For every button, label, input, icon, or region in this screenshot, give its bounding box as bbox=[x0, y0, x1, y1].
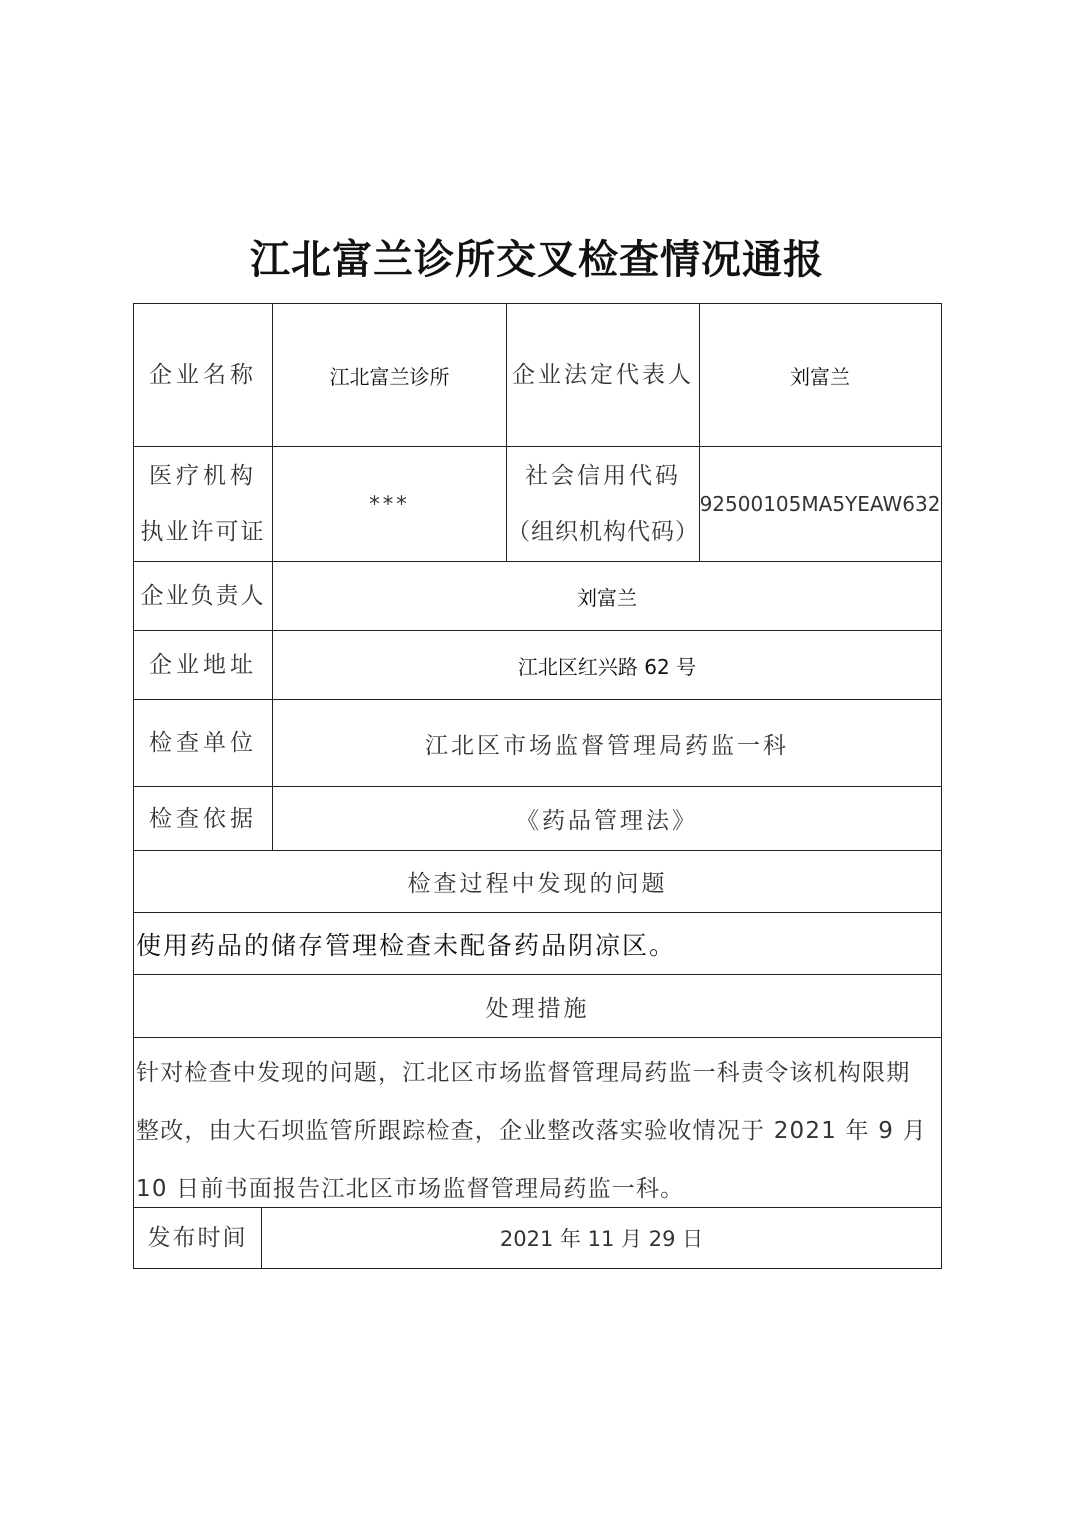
address-label-cell bbox=[134, 631, 272, 699]
credit-code-value: 92500105MA5YEAW632 bbox=[699, 492, 941, 516]
license-value-cell bbox=[272, 447, 506, 561]
row-address bbox=[133, 630, 942, 699]
basis-cell bbox=[272, 787, 941, 850]
license-label-line2: 执业许可证 bbox=[140, 519, 266, 545]
address-label: 企业地址 bbox=[149, 652, 257, 678]
row-person-in-charge bbox=[133, 561, 942, 630]
basis-label-cell bbox=[134, 787, 272, 850]
publish-label: 发布时间 bbox=[147, 1225, 248, 1251]
enterprise-name-label: 企业名称 bbox=[149, 362, 257, 388]
problems-header-cell bbox=[134, 851, 941, 912]
row-problems bbox=[133, 912, 942, 974]
credit-code-label-cell bbox=[506, 447, 699, 561]
legal-rep-value: 刘富兰 bbox=[790, 364, 850, 389]
inspector-cell bbox=[272, 700, 941, 786]
credit-code-label-line1: 社会信用代码 bbox=[525, 463, 681, 489]
problems-cell bbox=[134, 913, 941, 974]
legal-rep-label: 企业法定代表人 bbox=[512, 362, 694, 388]
person-in-charge-label: 企业负责人 bbox=[140, 583, 266, 609]
credit-code-cell bbox=[699, 447, 940, 561]
measures-text bbox=[136, 1044, 939, 1218]
publish-date-cell bbox=[261, 1208, 941, 1268]
basis-value: 《药品管理法》 bbox=[516, 808, 698, 834]
row-problems-header bbox=[133, 850, 942, 912]
row-license bbox=[133, 446, 942, 561]
enterprise-name-label-cell bbox=[134, 304, 272, 446]
row-inspector bbox=[133, 699, 942, 786]
license-label-cell bbox=[134, 447, 272, 561]
license-label-line1: 医疗机构 bbox=[149, 463, 257, 489]
row-measures bbox=[133, 1037, 942, 1207]
row-basis bbox=[133, 786, 942, 850]
document-title: 江北富兰诊所交叉检查情况通报 bbox=[250, 237, 824, 283]
row-enterprise-name bbox=[133, 303, 942, 446]
address-value: 江北区红兴路 62 号 bbox=[517, 654, 697, 679]
legal-rep-cell bbox=[699, 304, 940, 446]
problems-header: 检查过程中发现的问题 bbox=[407, 871, 668, 897]
measures-header-cell bbox=[134, 975, 941, 1037]
enterprise-name-cell bbox=[272, 304, 506, 446]
person-in-charge-label-cell bbox=[134, 562, 272, 630]
measures-line-3: 10 日前书面报告江北区市场监督管理局药监一科。 bbox=[136, 1176, 685, 1202]
measures-header: 处理措施 bbox=[485, 995, 590, 1022]
inspector-label: 检查单位 bbox=[149, 730, 257, 756]
measures-line-1: 针对检查中发现的问题，江北区市场监督管理局药监一科责令该机构限期 bbox=[136, 1060, 911, 1086]
license-value: *** bbox=[369, 492, 410, 516]
report-table bbox=[133, 303, 942, 1269]
row-measures-header bbox=[133, 974, 942, 1037]
address-cell bbox=[272, 631, 941, 699]
row-publish-date bbox=[133, 1207, 942, 1269]
enterprise-name-value: 江北富兰诊所 bbox=[329, 364, 450, 389]
measures-line-2: 整改，由大石坝监管所跟踪检查，企业整改落实验收情况于 2021 年 9 月 bbox=[136, 1118, 927, 1144]
legal-rep-label-cell bbox=[506, 304, 699, 446]
person-in-charge-value: 刘富兰 bbox=[577, 585, 637, 610]
publish-date-value: 2021 年 11 月 29 日 bbox=[499, 1227, 704, 1251]
problems-text: 使用药品的储存管理检查未配备药品阴凉区。 bbox=[136, 930, 677, 960]
inspector-label-cell bbox=[134, 700, 272, 786]
credit-code-label-line2: （组织机构代码） bbox=[507, 519, 699, 545]
person-in-charge-cell bbox=[272, 562, 941, 630]
basis-label: 检查依据 bbox=[149, 805, 257, 832]
publish-label-cell bbox=[134, 1208, 261, 1268]
inspector-value: 江北区市场监督管理局药监一科 bbox=[425, 732, 789, 759]
